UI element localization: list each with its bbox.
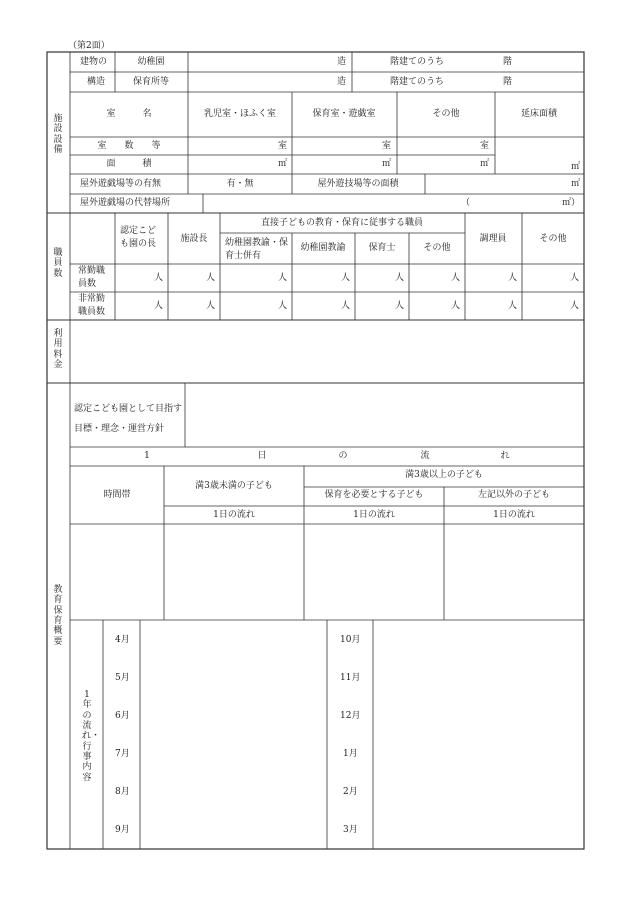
- person-unit: 人: [569, 301, 579, 311]
- person-unit: 人: [205, 301, 215, 311]
- month-label: 4月: [115, 635, 130, 645]
- month-label: 6月: [115, 711, 130, 721]
- structure-zo-1: 造: [336, 57, 346, 67]
- month-label: 2月: [343, 787, 358, 797]
- floor-unit-2: 階: [503, 77, 513, 87]
- under3-header: 満3歳未満の子ども: [195, 481, 273, 491]
- kg-teacher-header: 幼稚園教諭: [300, 243, 346, 253]
- month-label: 5月: [115, 673, 130, 683]
- outdoor-area-sqm: ㎡: [570, 179, 580, 189]
- area-label: 面 積: [106, 159, 152, 169]
- person-unit: 人: [153, 301, 163, 311]
- daily-flow-char: 日: [257, 451, 267, 461]
- alt-paren-sqm: ㎡）: [561, 198, 580, 208]
- kindergarten-label: 幼稚園: [137, 57, 165, 67]
- fees-section-label: 利用料金: [53, 329, 63, 371]
- person-unit: 人: [450, 273, 460, 283]
- person-unit: 人: [277, 301, 287, 311]
- sqm-unit-1: ㎡: [277, 159, 287, 169]
- day-flow-under3: 1日の流れ: [213, 510, 255, 520]
- month-label: 10月: [340, 635, 361, 645]
- sqm-unit-3: ㎡: [479, 159, 489, 169]
- month-label: 8月: [115, 787, 130, 797]
- cook-header: 調理員: [479, 234, 507, 244]
- total-floor-area-header: 延床面積: [520, 109, 558, 119]
- floors-of-1: 階建てのうち: [390, 57, 445, 67]
- person-unit: 人: [450, 301, 460, 311]
- infant-room-header: 乳児室・ほふく室: [203, 109, 277, 119]
- parttime-label: 非常勤職員数: [78, 294, 106, 317]
- person-unit: 人: [205, 273, 215, 283]
- other-room-header: その他: [432, 109, 460, 119]
- floors-of-2: 階建てのうち: [390, 77, 445, 87]
- person-unit: 人: [277, 273, 287, 283]
- person-unit: 人: [153, 273, 163, 283]
- room-unit-2: 室: [381, 141, 391, 151]
- facilities-section-label: 施設設備: [53, 114, 63, 156]
- others-header: 左記以外の子ども: [477, 490, 551, 500]
- person-unit: 人: [340, 301, 350, 311]
- sqm-unit-total: ㎡: [570, 162, 580, 172]
- day-flow-needs-care: 1日の流れ: [353, 510, 395, 520]
- other2-header: その他: [539, 234, 567, 244]
- nursery-label: 保育所等: [132, 77, 170, 87]
- room-count-label: 室 数 等: [97, 141, 161, 151]
- yearly-label: 1年の流れ・行事内容: [82, 690, 101, 783]
- floor-unit-1: 階: [503, 57, 513, 67]
- needs-care-header: 保育を必要とする子ども: [324, 490, 424, 500]
- staff-section-label: 職員数: [53, 248, 63, 279]
- daily-flow-char: 流: [420, 451, 430, 461]
- room-unit-1: 室: [277, 141, 287, 151]
- facility-head-header: 施設長: [180, 234, 208, 244]
- structure-label: 構造: [87, 77, 106, 87]
- month-label: 11月: [340, 673, 361, 683]
- time-slot-header: 時間帯: [103, 490, 131, 500]
- person-unit: 人: [394, 273, 404, 283]
- nursery-teacher-header: 保育士: [368, 243, 396, 253]
- daily-flow-char: 1: [144, 451, 150, 461]
- alt-paren-open: （: [461, 198, 471, 208]
- sqm-unit-2: ㎡: [381, 159, 391, 169]
- building-label: 建物の: [80, 57, 108, 67]
- month-label: 12月: [340, 711, 361, 721]
- month-label: 3月: [343, 825, 358, 835]
- director-header: 認定こども園の長: [120, 226, 157, 249]
- person-unit: 人: [569, 273, 579, 283]
- person-unit: 人: [507, 301, 517, 311]
- daily-flow-char: れ: [500, 451, 510, 461]
- month-label: 9月: [115, 825, 130, 835]
- over3-header: 満3歳以上の子ども: [405, 470, 483, 480]
- other-staff-header: その他: [423, 243, 451, 253]
- page-label: （第2面）: [68, 41, 110, 51]
- alt-place-label: 屋外遊戯場の代替場所: [80, 198, 171, 208]
- person-unit: 人: [394, 301, 404, 311]
- outdoor-yard-label: 屋外遊戯場等の有無: [80, 179, 162, 189]
- structure-zo-2: 造: [336, 77, 346, 87]
- nursery-room-header: 保育室・遊戯室: [312, 109, 376, 119]
- both-qual-header: 幼稚園教諭・保育士併有: [225, 238, 289, 261]
- month-label: 7月: [115, 749, 130, 759]
- person-unit: 人: [507, 273, 517, 283]
- yes-no-option[interactable]: 有・無: [226, 179, 254, 189]
- fulltime-label: 常勤職員数: [78, 266, 106, 289]
- education-section-label: 教育保育概要: [53, 585, 63, 647]
- room-unit-3: 室: [479, 141, 489, 151]
- outdoor-area-label: 屋外遊技場等の面積: [317, 179, 399, 189]
- person-unit: 人: [340, 273, 350, 283]
- daily-flow-char: の: [338, 451, 348, 461]
- day-flow-others: 1日の流れ: [493, 510, 535, 520]
- goals-label: 認定こども園として目指す目標・理念・運営方針: [74, 404, 183, 434]
- month-label: 1月: [343, 749, 358, 759]
- direct-staff-header: 直接子どもの教育・保育に従事する職員: [260, 218, 424, 228]
- room-name-header: 室 名: [106, 109, 152, 119]
